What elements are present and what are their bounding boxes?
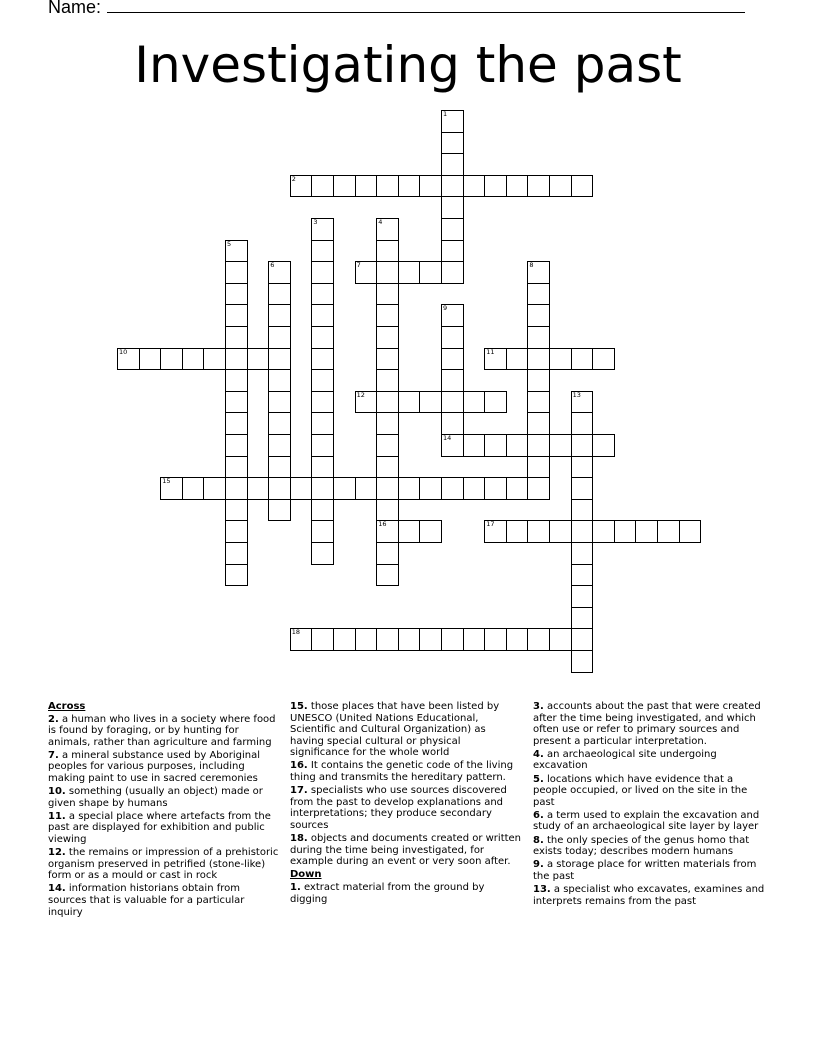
grid-cell[interactable] bbox=[398, 261, 421, 284]
grid-cell[interactable] bbox=[441, 348, 464, 371]
clue-number-label: 9 bbox=[443, 304, 448, 313]
grid-cell[interactable] bbox=[527, 628, 550, 651]
grid-cell[interactable] bbox=[290, 175, 313, 198]
grid-cell[interactable] bbox=[441, 261, 464, 284]
grid-cell[interactable] bbox=[225, 283, 248, 306]
grid-cell[interactable] bbox=[398, 628, 421, 651]
grid-cell[interactable] bbox=[311, 456, 334, 479]
grid-cell[interactable] bbox=[376, 628, 399, 651]
down-clue: 6. a term used to explain the excavation and study of an archaeological site layer by layer bbox=[533, 809, 760, 833]
grid-cell[interactable] bbox=[571, 348, 594, 371]
grid-cell[interactable] bbox=[355, 628, 378, 651]
grid-cell[interactable] bbox=[355, 175, 378, 198]
grid-cell[interactable] bbox=[527, 520, 550, 543]
clue-number-label: 12 bbox=[356, 390, 365, 399]
grid-cell[interactable] bbox=[311, 542, 334, 565]
down-clue: 13. a specialist who excavates, examines and interprets remains from the past bbox=[533, 883, 765, 907]
puzzle-title: Investigating the past bbox=[134, 36, 682, 94]
grid-cell[interactable] bbox=[657, 520, 680, 543]
grid-cell[interactable] bbox=[419, 261, 442, 284]
down-clue: 4. an archaeological site undergoing excavation bbox=[533, 748, 717, 772]
grid-cell[interactable] bbox=[441, 132, 464, 155]
grid-cell[interactable] bbox=[484, 348, 507, 371]
down-heading: Down bbox=[290, 869, 322, 881]
grid-cell[interactable] bbox=[571, 391, 594, 414]
grid-cell[interactable] bbox=[225, 348, 248, 371]
grid-cell[interactable] bbox=[225, 542, 248, 565]
grid-cell[interactable] bbox=[398, 520, 421, 543]
grid-cell[interactable] bbox=[527, 326, 550, 349]
grid-cell[interactable] bbox=[506, 520, 529, 543]
grid-cell[interactable] bbox=[527, 175, 550, 198]
grid-cell[interactable] bbox=[571, 650, 594, 673]
grid-cell[interactable] bbox=[225, 434, 248, 457]
grid-cell[interactable] bbox=[419, 477, 442, 500]
grid-cell[interactable] bbox=[268, 304, 291, 327]
clue-number-label: 17 bbox=[486, 520, 495, 529]
grid-cell[interactable] bbox=[549, 348, 572, 371]
grid-cell[interactable] bbox=[549, 628, 572, 651]
grid-cell[interactable] bbox=[463, 477, 486, 500]
grid-cell[interactable] bbox=[355, 477, 378, 500]
grid-cell[interactable] bbox=[376, 240, 399, 263]
clue-number-label: 14 bbox=[443, 434, 452, 442]
grid-cell[interactable] bbox=[484, 175, 507, 198]
grid-cell[interactable] bbox=[376, 261, 399, 284]
grid-cell[interactable] bbox=[592, 434, 615, 457]
grid-cell[interactable] bbox=[376, 369, 399, 392]
grid-cell[interactable] bbox=[225, 499, 248, 522]
grid-cell[interactable] bbox=[225, 369, 248, 392]
grid-cell[interactable] bbox=[441, 304, 464, 327]
clue-number-label: 7 bbox=[356, 261, 361, 270]
grid-cell[interactable] bbox=[355, 391, 378, 414]
grid-cell[interactable] bbox=[139, 348, 162, 371]
clue-number-label: 10 bbox=[119, 347, 128, 356]
grid-cell[interactable] bbox=[441, 477, 464, 500]
grid-cell[interactable] bbox=[549, 520, 572, 543]
grid-cell[interactable] bbox=[268, 326, 291, 349]
grid-cell[interactable] bbox=[225, 240, 248, 263]
grid-cell[interactable] bbox=[376, 304, 399, 327]
across-clue: 12. the remains or impression of a prehistoric organism preserved in petrified (stone-like) form or as a mould or cast in rock bbox=[48, 847, 279, 882]
grid-cell[interactable] bbox=[311, 283, 334, 306]
grid-cell[interactable] bbox=[419, 628, 442, 651]
grid-cell[interactable] bbox=[527, 391, 550, 414]
grid-cell[interactable] bbox=[311, 348, 334, 371]
clue-number-label: 6 bbox=[270, 261, 275, 270]
across-clue: 7. a mineral substance used by Aboriginal peoples for various purposes, including making paint to use in sacred ceremonies bbox=[48, 749, 261, 785]
grid-cell[interactable] bbox=[635, 520, 658, 543]
grid-cell[interactable] bbox=[333, 628, 356, 651]
grid-cell[interactable] bbox=[376, 456, 399, 479]
grid-cell[interactable] bbox=[117, 348, 140, 371]
grid-cell[interactable] bbox=[311, 261, 334, 284]
down-clue: 9. a storage place for written materials from the past bbox=[533, 859, 757, 882]
across-clue: 14. information historians obtain from sources that is valuable for a particular inquiry bbox=[48, 883, 245, 918]
grid-cell[interactable] bbox=[333, 175, 356, 198]
grid-cell[interactable] bbox=[225, 261, 248, 284]
clue-number-label: 11 bbox=[486, 347, 495, 356]
grid-cell[interactable] bbox=[571, 175, 594, 198]
across-clue: 10. something (usually an object) made or given shape by humans bbox=[48, 786, 263, 809]
grid-cell[interactable] bbox=[268, 499, 291, 522]
grid-cell[interactable] bbox=[527, 283, 550, 306]
grid-cell[interactable] bbox=[311, 391, 334, 414]
grid-cell[interactable] bbox=[376, 348, 399, 371]
clue-column-3 bbox=[533, 701, 765, 909]
grid-cell[interactable] bbox=[268, 261, 291, 284]
grid-cell[interactable] bbox=[441, 196, 464, 219]
grid-cell[interactable] bbox=[441, 240, 464, 263]
grid-cell[interactable] bbox=[484, 434, 507, 457]
grid-cell[interactable] bbox=[376, 412, 399, 435]
grid-cell[interactable] bbox=[311, 326, 334, 349]
grid-cell[interactable] bbox=[549, 434, 572, 457]
grid-cell[interactable] bbox=[441, 391, 464, 414]
grid-cell[interactable] bbox=[506, 628, 529, 651]
grid-cell[interactable] bbox=[506, 348, 529, 371]
across-clue: 11. a special place where artefacts from the past are displayed for exhibition and public viewing bbox=[48, 810, 271, 846]
grid-cell[interactable] bbox=[484, 520, 507, 543]
clue-number-label: 18 bbox=[291, 628, 301, 637]
grid-cell[interactable] bbox=[527, 412, 550, 435]
clue-number-label: 16 bbox=[378, 520, 387, 529]
grid-cell[interactable] bbox=[484, 391, 507, 414]
grid-cell[interactable] bbox=[571, 477, 594, 500]
clue-number-label: 15 bbox=[162, 477, 171, 486]
grid-cell[interactable] bbox=[203, 477, 226, 500]
grid-cell[interactable] bbox=[376, 175, 399, 198]
grid-cell[interactable] bbox=[441, 412, 464, 435]
grid-cell[interactable] bbox=[463, 628, 486, 651]
grid-cell[interactable] bbox=[203, 348, 226, 371]
clue-number-label: 3 bbox=[313, 218, 318, 226]
grid-cell[interactable] bbox=[506, 477, 529, 500]
grid-cell[interactable] bbox=[527, 304, 550, 327]
grid-cell[interactable] bbox=[592, 348, 615, 371]
grid-cell[interactable] bbox=[441, 175, 464, 198]
clue-number-label: 2 bbox=[291, 174, 296, 183]
grid-cell[interactable] bbox=[182, 477, 205, 500]
grid-cell[interactable] bbox=[571, 564, 594, 587]
grid-cell[interactable] bbox=[376, 326, 399, 349]
grid-cell[interactable] bbox=[441, 628, 464, 651]
grid-cell[interactable] bbox=[398, 391, 421, 414]
grid-cell[interactable] bbox=[376, 391, 399, 414]
across-clue: 2. a human who lives in a society where food is found by foraging, or by hunting for animals, rather than agriculture and farming bbox=[48, 713, 276, 748]
grid-cell[interactable] bbox=[311, 477, 334, 500]
clue-column-1 bbox=[48, 701, 280, 920]
grid-cell[interactable] bbox=[355, 261, 378, 284]
grid-cell[interactable] bbox=[419, 520, 442, 543]
grid-cell[interactable] bbox=[290, 477, 313, 500]
grid-cell[interactable] bbox=[225, 564, 248, 587]
grid-cell[interactable] bbox=[225, 304, 248, 327]
grid-cell[interactable] bbox=[441, 326, 464, 349]
grid-cell[interactable] bbox=[484, 477, 507, 500]
grid-cell[interactable] bbox=[268, 412, 291, 435]
grid-cell[interactable] bbox=[268, 456, 291, 479]
grid-cell[interactable] bbox=[398, 175, 421, 198]
grid-cell[interactable] bbox=[311, 434, 334, 457]
grid-cell[interactable] bbox=[290, 628, 313, 651]
grid-cell[interactable] bbox=[527, 348, 550, 371]
grid-cell[interactable] bbox=[571, 628, 594, 651]
grid-cell[interactable] bbox=[311, 628, 334, 651]
grid-cell[interactable] bbox=[247, 348, 270, 371]
grid-cell[interactable] bbox=[268, 434, 291, 457]
grid-cell[interactable] bbox=[225, 456, 248, 479]
grid-cell[interactable] bbox=[311, 499, 334, 522]
grid-cell[interactable] bbox=[527, 456, 550, 479]
grid-cell[interactable] bbox=[614, 520, 637, 543]
grid-cell[interactable] bbox=[506, 434, 529, 457]
grid-cell[interactable] bbox=[225, 412, 248, 435]
grid-cell[interactable] bbox=[311, 412, 334, 435]
grid-cell[interactable] bbox=[463, 175, 486, 198]
grid-cell[interactable] bbox=[571, 542, 594, 565]
grid-cell[interactable] bbox=[376, 542, 399, 565]
grid-cell[interactable] bbox=[376, 218, 399, 241]
grid-cell[interactable] bbox=[527, 261, 550, 284]
grid-cell[interactable] bbox=[571, 499, 594, 522]
grid-cell[interactable] bbox=[441, 153, 464, 176]
grid-cell[interactable] bbox=[441, 434, 464, 457]
grid-cell[interactable] bbox=[376, 477, 399, 500]
across-clue: 16. It contains the genetic code of the living thing and transmits the hereditary pattern. bbox=[290, 760, 514, 784]
grid-cell[interactable] bbox=[571, 412, 594, 435]
grid-cell[interactable] bbox=[311, 175, 334, 198]
grid-cell[interactable] bbox=[225, 520, 248, 543]
grid-cell[interactable] bbox=[571, 456, 594, 479]
grid-cell[interactable] bbox=[376, 434, 399, 457]
grid-cell[interactable] bbox=[225, 326, 248, 349]
grid-cell[interactable] bbox=[311, 304, 334, 327]
grid-cell[interactable] bbox=[311, 520, 334, 543]
grid-cell[interactable] bbox=[441, 369, 464, 392]
across-heading: Across bbox=[48, 701, 86, 712]
grid-cell[interactable] bbox=[268, 391, 291, 414]
grid-cell[interactable] bbox=[592, 520, 615, 543]
grid-cell[interactable] bbox=[419, 391, 442, 414]
grid-cell[interactable] bbox=[311, 218, 334, 241]
grid-cell[interactable] bbox=[463, 391, 486, 414]
grid-cell[interactable] bbox=[571, 607, 594, 630]
grid-cell[interactable] bbox=[225, 391, 248, 414]
clue-number-label: 5 bbox=[227, 239, 232, 248]
grid-cell[interactable] bbox=[571, 585, 594, 608]
grid-cell[interactable] bbox=[679, 520, 702, 543]
grid-cell[interactable] bbox=[571, 434, 594, 457]
clue-number-label: 1 bbox=[443, 110, 448, 118]
grid-cell[interactable] bbox=[268, 348, 291, 371]
grid-cell[interactable] bbox=[484, 628, 507, 651]
across-clue: 17. specialists who use sources discovered from the past to develop explanations and interpretations; they produce secondary sources bbox=[290, 785, 507, 831]
grid-cell[interactable] bbox=[441, 218, 464, 241]
clue-number-label: 13 bbox=[572, 390, 581, 399]
grid-cell[interactable] bbox=[527, 369, 550, 392]
grid-cell[interactable] bbox=[376, 520, 399, 543]
grid-cell[interactable] bbox=[398, 477, 421, 500]
grid-cell[interactable] bbox=[182, 348, 205, 371]
clue-column-2 bbox=[290, 701, 522, 907]
grid-cell[interactable] bbox=[268, 369, 291, 392]
grid-cell[interactable] bbox=[419, 175, 442, 198]
grid-cell[interactable] bbox=[160, 477, 183, 500]
grid-cell[interactable] bbox=[549, 175, 572, 198]
grid-cell[interactable] bbox=[311, 240, 334, 263]
grid-cell[interactable] bbox=[311, 369, 334, 392]
across-clue: 18. objects and documents created or written during the time being investigated, for example during an event or very soon after. bbox=[290, 833, 522, 868]
grid-cell[interactable] bbox=[376, 499, 399, 522]
grid-cell[interactable] bbox=[376, 283, 399, 306]
clue-number-label: 8 bbox=[529, 261, 534, 270]
grid-cell[interactable] bbox=[333, 477, 356, 500]
down-clue: 1. extract material from the ground by digging bbox=[290, 881, 485, 905]
grid-cell[interactable] bbox=[571, 520, 594, 543]
clue-number-label: 4 bbox=[378, 218, 383, 226]
grid-cell[interactable] bbox=[441, 110, 464, 133]
grid-cell[interactable] bbox=[225, 477, 248, 500]
down-clue: 3. accounts about the past that were created after the time being investigated, and which often use or refer to primary sources and present a particular interpretation. bbox=[533, 701, 761, 747]
grid-cell[interactable] bbox=[527, 434, 550, 457]
grid-cell[interactable] bbox=[527, 477, 550, 500]
name-label: Name: bbox=[48, 0, 102, 17]
down-clue: 5. locations which have evidence that a people occupied, or lived on the site in the past bbox=[533, 773, 748, 808]
grid-cell[interactable] bbox=[247, 477, 270, 500]
down-clue: 8. the only species of the genus homo that exists today; describes modern humans bbox=[533, 834, 750, 858]
grid-cell[interactable] bbox=[376, 564, 399, 587]
grid-cell[interactable] bbox=[268, 283, 291, 306]
grid-cell[interactable] bbox=[463, 434, 486, 457]
grid-cell[interactable] bbox=[268, 477, 291, 500]
across-clue: 15. those places that have been listed by UNESCO (United Nations Educational, Scientific and Cultural Organization) as having special cultural or physical significance for the whole world bbox=[290, 701, 500, 759]
grid-cell[interactable] bbox=[506, 175, 529, 198]
grid-cell[interactable] bbox=[160, 348, 183, 371]
